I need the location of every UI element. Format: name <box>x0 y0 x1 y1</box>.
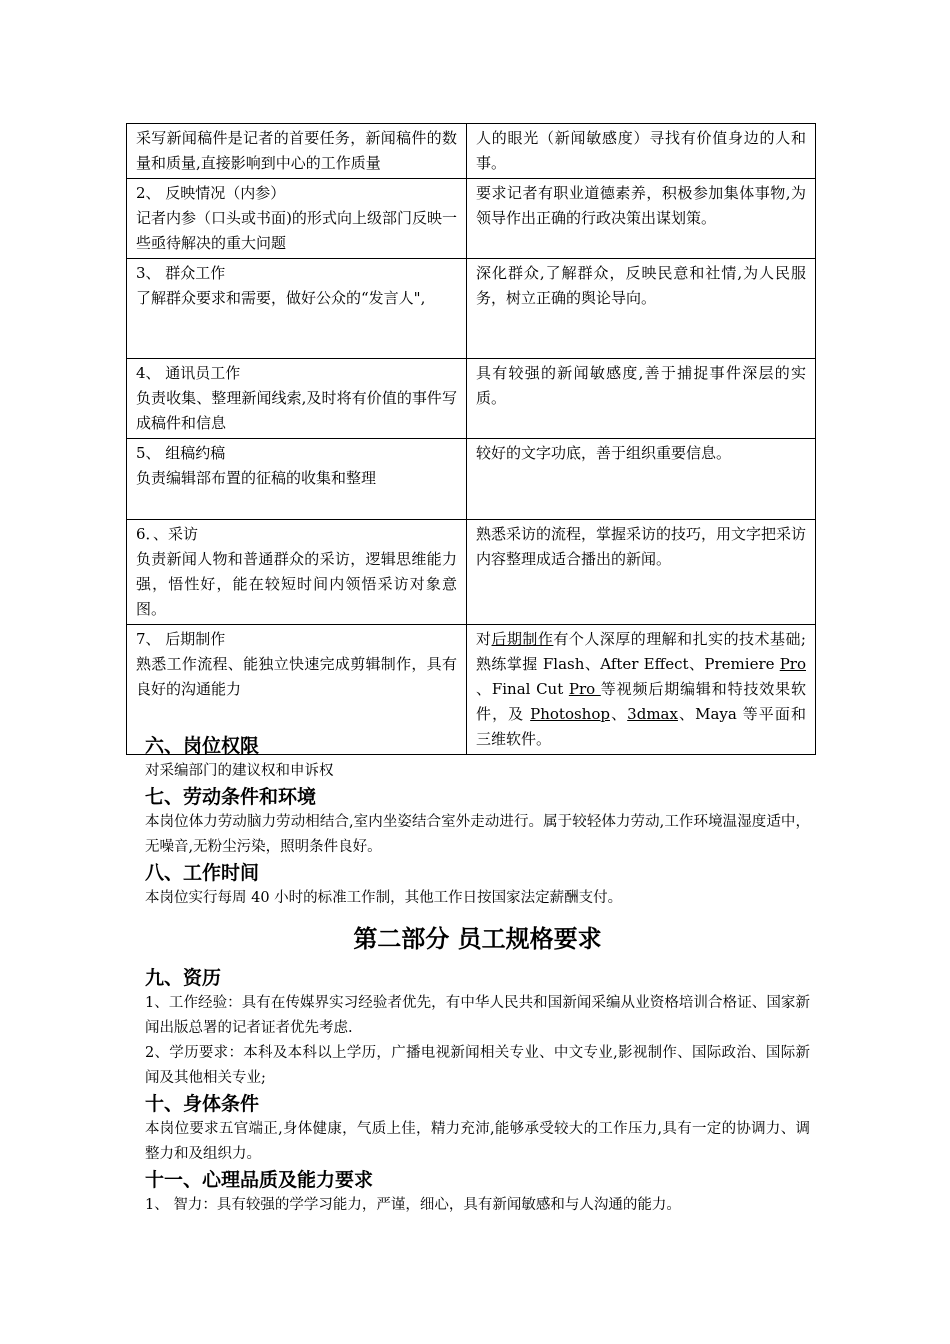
requirement-cell <box>467 124 816 179</box>
duty-cell <box>127 520 467 625</box>
duty-cell <box>127 179 467 259</box>
duty-text: 采写新闻稿件是记者的首要任务，新闻稿件的数量和质量,直接影响到中心的工作质量 <box>136 129 457 172</box>
requirement-cell <box>467 359 816 439</box>
duties-table <box>126 123 816 755</box>
section-text: 2、学历要求：本科及本科以上学历，广播电视新闻相关专业、中文专业,影视制作、国际政治、国际新闻及其他相关专业; <box>145 1045 810 1086</box>
requirement-text: 人的眼光（新闻敏感度）寻找有价值身边的人和事。 <box>476 129 806 172</box>
pro-link[interactable]: Pro <box>568 680 601 698</box>
requirement-text: 、 <box>609 705 628 723</box>
section-heading: 六、岗位权限 <box>145 735 260 757</box>
photoshop-link[interactable]: Photoshop <box>530 705 610 723</box>
requirement-cell <box>467 520 816 625</box>
duty-title: 5、 组稿约稿 <box>136 444 226 462</box>
duty-cell <box>127 124 467 179</box>
requirement-text: 熟悉采访的流程，掌握采访的技巧，用文字把采访内容整理成适合播出的新闻。 <box>476 525 807 568</box>
duty-title: 3、 群众工作 <box>136 264 226 282</box>
requirement-text: 、Maya 等平面和三维软件。 <box>476 705 806 748</box>
duty-cell <box>127 439 467 520</box>
section-text: 本岗位实行每周 40 小时的标准工作制，其他工作日按国家法定薪酬支付。 <box>145 890 623 906</box>
section-text: 对采编部门的建议权和申诉权 <box>145 763 334 779</box>
duty-cell <box>127 259 467 359</box>
requirement-text: 要求记者有职业道德素养，积极参加集体事物,为领导作出正确的行政决策出谋划策。 <box>476 184 806 227</box>
duty-text: 记者内参（口头或书面)的形式向上级部门反映一些亟待解决的重大问题 <box>136 209 457 252</box>
requirement-text: 对 <box>476 630 492 648</box>
3dmax-link[interactable]: 3dmax <box>627 705 678 723</box>
post-production-link[interactable]: 后期制作 <box>491 630 554 648</box>
section-text: 1、工作经验：具有在传媒界实习经验者优先，有中华人民共和国新闻采编从业资格培训合格证、国家新闻出版总署的记者证者优先考虑. <box>145 995 810 1036</box>
duty-title: 6．、采访 <box>136 525 199 543</box>
section-text: 本岗位体力劳动脑力劳动相结合,室内坐姿结合室外走动进行。属于较轻体力劳动,工作环境温湿度适中，无噪音,无粉尘污染，照明条件良好。 <box>145 814 810 855</box>
requirement-text: 等视频后期编辑和特技效果软件，及 <box>476 680 807 723</box>
table-row <box>127 259 816 359</box>
requirement-text: 、Final Cut <box>476 680 569 698</box>
section-text: 1、 智力：具有较强的学学习能力，严谨，细心，具有新闻敏感和与人沟通的能力。 <box>145 1197 681 1213</box>
duty-text: 负责收集、整理新闻线索,及时将有价值的事件写成稿件和信息 <box>136 389 457 432</box>
table-row <box>127 439 816 520</box>
duty-text: 了解群众要求和需要，做好公众的“发言人", <box>136 289 426 307</box>
table-row <box>127 359 816 439</box>
requirement-cell <box>467 259 816 359</box>
duty-text: 负责编辑部布置的征稿的收集和整理 <box>136 469 377 487</box>
duty-title: 4、 通讯员工作 <box>136 364 241 382</box>
table-row <box>127 179 816 259</box>
requirement-cell <box>467 439 816 520</box>
requirement-cell <box>467 179 816 259</box>
section-heading: 八、工作时间 <box>145 862 260 884</box>
duty-text: 负责新闻人物和普通群众的采访，逻辑思维能力强，悟性好，能在较短时间内领悟采访对象意图。 <box>136 550 457 618</box>
requirement-text: 具有较强的新闻敏感度,善于捕捉事件深层的实质。 <box>476 364 806 407</box>
duty-cell <box>127 359 467 439</box>
table-row <box>127 520 816 625</box>
section-heading: 七、劳动条件和环境 <box>145 786 317 808</box>
pro-link[interactable]: Pro <box>779 655 806 673</box>
duty-text: 熟悉工作流程、能独立快速完成剪辑制作，具有良好的沟通能力 <box>136 655 457 698</box>
section-heading: 十一、心理品质及能力要求 <box>145 1169 374 1191</box>
duty-title: 2、 反映情况（内参） <box>136 184 286 202</box>
table-row <box>127 124 816 179</box>
document-body <box>145 733 810 1218</box>
requirement-text: 深化群众,了解群众，反映民意和社情,为人民服务，树立正确的舆论导向。 <box>476 264 806 307</box>
duty-title: 7、 后期制作 <box>136 630 226 648</box>
section-heading: 十、身体条件 <box>145 1093 260 1115</box>
section-heading: 九、资历 <box>145 967 222 989</box>
requirement-text: 有个人深厚的理解和扎实的技术基础; 熟练掌握 Flash、After Effect、Premiere <box>476 630 806 673</box>
section-text: 本岗位要求五官端正,身体健康，气质上佳，精力充沛,能够承受较大的工作压力,具有一定的协调力、调整力和及组织力。 <box>145 1121 810 1162</box>
requirement-text: 较好的文字功底，善于组织重要信息。 <box>476 444 732 462</box>
part-title: 第二部分 员工规格要求 <box>353 924 602 953</box>
